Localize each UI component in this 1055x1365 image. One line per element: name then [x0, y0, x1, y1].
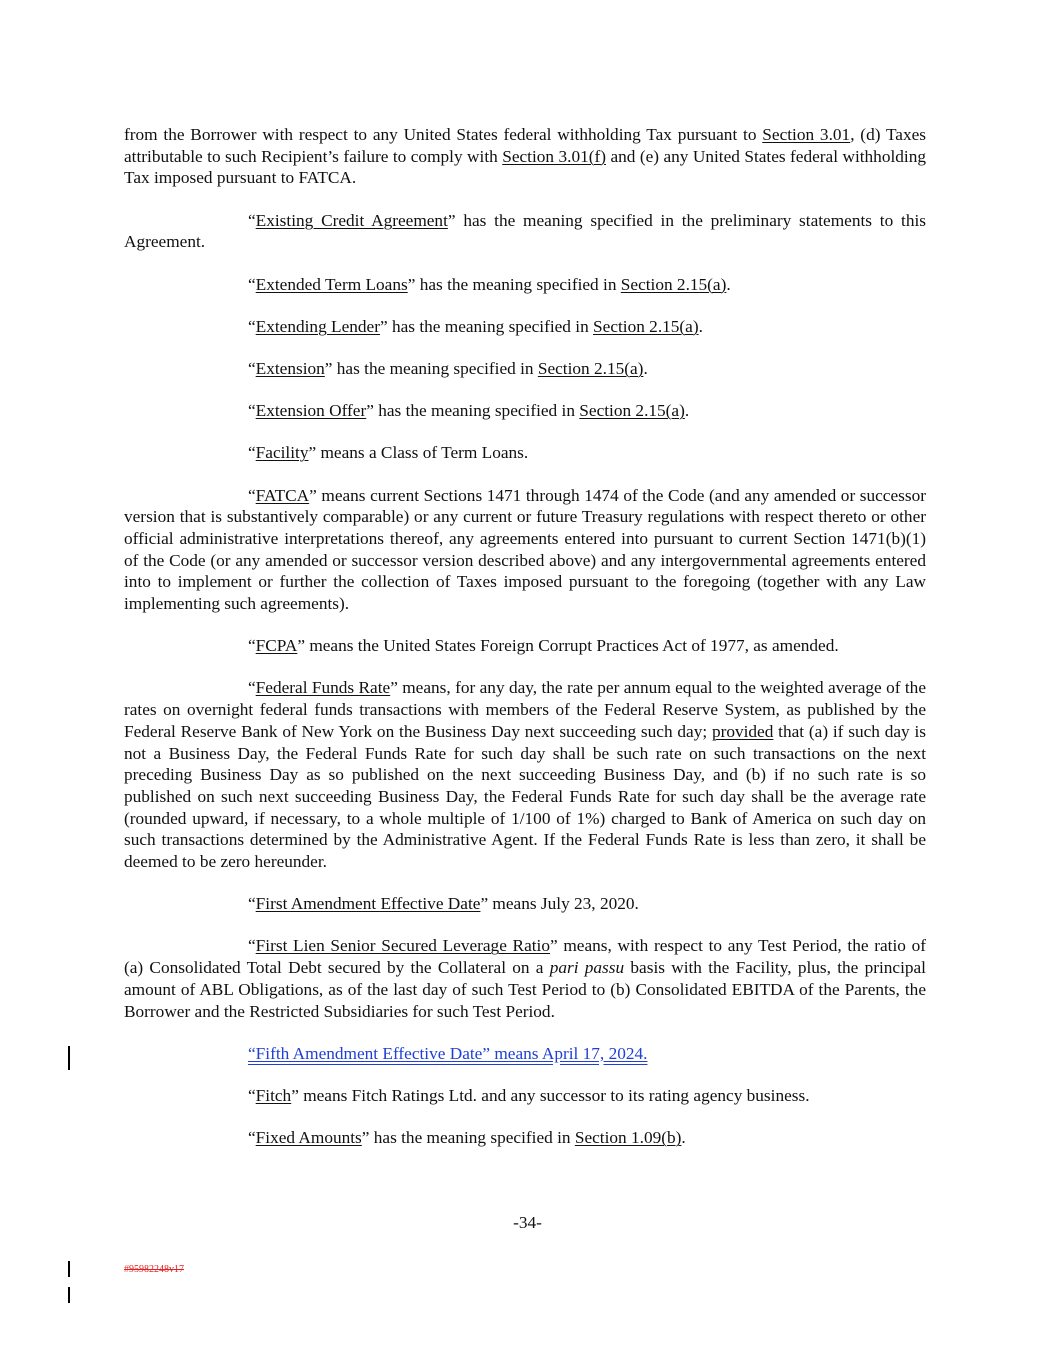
- definition-fatca: [124, 485, 926, 615]
- paragraph-continuation: [124, 124, 926, 189]
- quote-mark: “: [248, 636, 256, 656]
- section-reference: Section 2.15(a): [593, 316, 699, 336]
- definition-text: ” has the meaning specified in: [361, 1128, 575, 1148]
- defined-term: Extension: [255, 358, 325, 378]
- defined-term: Extended Term Loans: [255, 274, 408, 294]
- section-reference: Section 2.15(a): [620, 274, 727, 294]
- text: and (e) any United States federal withholding Tax imposed pursuant to FATCA.: [124, 146, 926, 188]
- document-page: [124, 124, 926, 1169]
- definition-extended-term-loans: [124, 274, 926, 296]
- section-reference: Section 2.15(a): [579, 401, 685, 421]
- definition-fitch: [124, 1085, 926, 1107]
- defined-term: First Amendment Effective Date: [255, 894, 481, 914]
- definition-fifth-amendment-effective-date-inserted: [124, 1043, 926, 1065]
- definition-extension: [124, 358, 926, 380]
- definition-facility: [124, 442, 926, 464]
- quote-mark: “: [248, 401, 256, 421]
- definition-text: ” has the meaning specified in: [379, 316, 594, 336]
- punctuation: .: [681, 1128, 686, 1148]
- definition-federal-funds-rate: [124, 677, 926, 872]
- definition-text: ” means the United States Foreign Corrupt Practices Act of 1977, as amended.: [297, 636, 839, 656]
- definition-text: ” means, with respect to any Test Period, the ratio of (a) Consolidated Total Debt secured by the Collateral on a: [124, 936, 926, 978]
- defined-term: First Lien Senior Secured Leverage Ratio: [255, 936, 550, 956]
- defined-term: Fixed Amounts: [255, 1128, 362, 1148]
- quote-mark: “: [248, 894, 256, 914]
- definition-text: that (a) if such day is not a Business Day, the Federal Funds Rate for such day shall be such rate on such transactions on the next preceding Business Day as so published on the next succeeding Business Day, and (b) if no such rate is so published on such next succeeding Business Day, the Federal Funds Rate for such day shall be the average rate (rounded upward, if necessary, to a whole multiple of 1/100 of 1%) charged to Bank of America on such day on such transactions determined by the Administrative Agent. If the Federal Funds Rate is less than zero, it shall be deemed to be zero hereunder.: [124, 721, 926, 872]
- defined-term: FCPA: [255, 636, 298, 656]
- change-bar: [68, 1046, 70, 1070]
- quote-mark: “: [248, 443, 256, 463]
- definition-text: ” means July 23, 2020.: [480, 894, 639, 914]
- definition-existing-credit-agreement: [124, 210, 926, 253]
- change-bar: [68, 1287, 70, 1303]
- definition-fixed-amounts: [124, 1127, 926, 1149]
- punctuation: .: [643, 358, 648, 378]
- page-number: -34-: [513, 1213, 542, 1232]
- definition-text: ” means Fitch Ratings Ltd. and any successor to its rating agency business.: [291, 1086, 810, 1105]
- definition-text: ” has the meaning specified in: [407, 274, 621, 294]
- definition-extending-lender: [124, 316, 926, 338]
- punctuation: .: [698, 316, 703, 336]
- section-reference: Section 3.01: [762, 125, 851, 144]
- section-reference: Section 2.15(a): [537, 358, 644, 378]
- definition-fcpa: [124, 635, 926, 657]
- text: from the Borrower with respect to any United States federal withholding Tax pursuant to: [124, 125, 763, 144]
- text: , (d) Taxes attributable to such Recipient’s failure to comply with: [124, 125, 927, 166]
- quote-mark: “: [248, 274, 256, 294]
- definition-extension-offer: [124, 400, 926, 422]
- defined-term: Extension Offer: [255, 401, 367, 421]
- quote-mark: “: [248, 1086, 256, 1105]
- punctuation: .: [726, 274, 731, 294]
- quote-mark: “: [248, 316, 256, 336]
- definition-text: ” has the meaning specified in: [366, 401, 580, 421]
- definition-text: ” has the meaning specified in the preliminary statements to this Agreement.: [124, 210, 926, 252]
- proviso-term: provided: [711, 721, 774, 741]
- definition-text: ” means current Sections 1471 through 1474 of the Code (and any amended or successor version that is substantively comparable) or any current or future Treasury regulations with respect thereto or other official administrative interpretations thereof, any agreements entered into pursuant to current Section 1471(b)(1) of the Code (or any amended or successor version described above) and any intergovernmental agreements entered into to implement or further the collection of Taxes imposed pursuant to the foregoing (together with any Law implementing such agreements).: [124, 485, 926, 614]
- defined-term: Existing Credit Agreement: [255, 210, 448, 230]
- inserted-text: “Fifth Amendment Effective Date” means April 17, 2024.: [248, 1043, 648, 1063]
- change-bar: [68, 1261, 70, 1277]
- defined-term: Federal Funds Rate: [255, 678, 391, 698]
- quote-mark: “: [248, 678, 256, 698]
- definition-text: basis with the Facility, plus, the principal amount of ABL Obligations, as of the last day of such Test Period to (b) Consolidated EBITDA of the Parents, the Borrower and the Restricted Subsidiaries for such Test Period.: [124, 958, 926, 1021]
- quote-mark: “: [248, 1128, 256, 1148]
- quote-mark: “: [248, 485, 256, 505]
- quote-mark: “: [248, 210, 256, 230]
- defined-term: Facility: [255, 443, 309, 463]
- quote-mark: “: [248, 358, 256, 378]
- definition-first-amendment-effective-date: [124, 893, 926, 915]
- definition-text: ” means a Class of Term Loans.: [308, 443, 529, 463]
- section-reference: Section 3.01(f): [502, 146, 606, 166]
- defined-term: FATCA: [255, 485, 310, 505]
- defined-term: Fitch: [255, 1086, 292, 1105]
- definition-text: ” has the meaning specified in: [324, 358, 538, 378]
- defined-term: Extending Lender: [255, 316, 380, 336]
- italic-term: pari passu: [549, 958, 625, 978]
- definition-first-lien-senior-secured-leverage-ratio: [124, 935, 926, 1022]
- document-id-deleted: #95982248v17: [124, 1264, 184, 1275]
- definition-text: ” means, for any day, the rate per annum equal to the weighted average of the rates on overnight federal funds transactions with members of the Federal Reserve System, as published by the Federal Reserve Bank of New York on the Business Day next succeeding such day;: [124, 678, 926, 741]
- quote-mark: “: [248, 936, 256, 956]
- section-reference: Section 1.09(b): [574, 1128, 682, 1148]
- punctuation: .: [684, 401, 690, 421]
